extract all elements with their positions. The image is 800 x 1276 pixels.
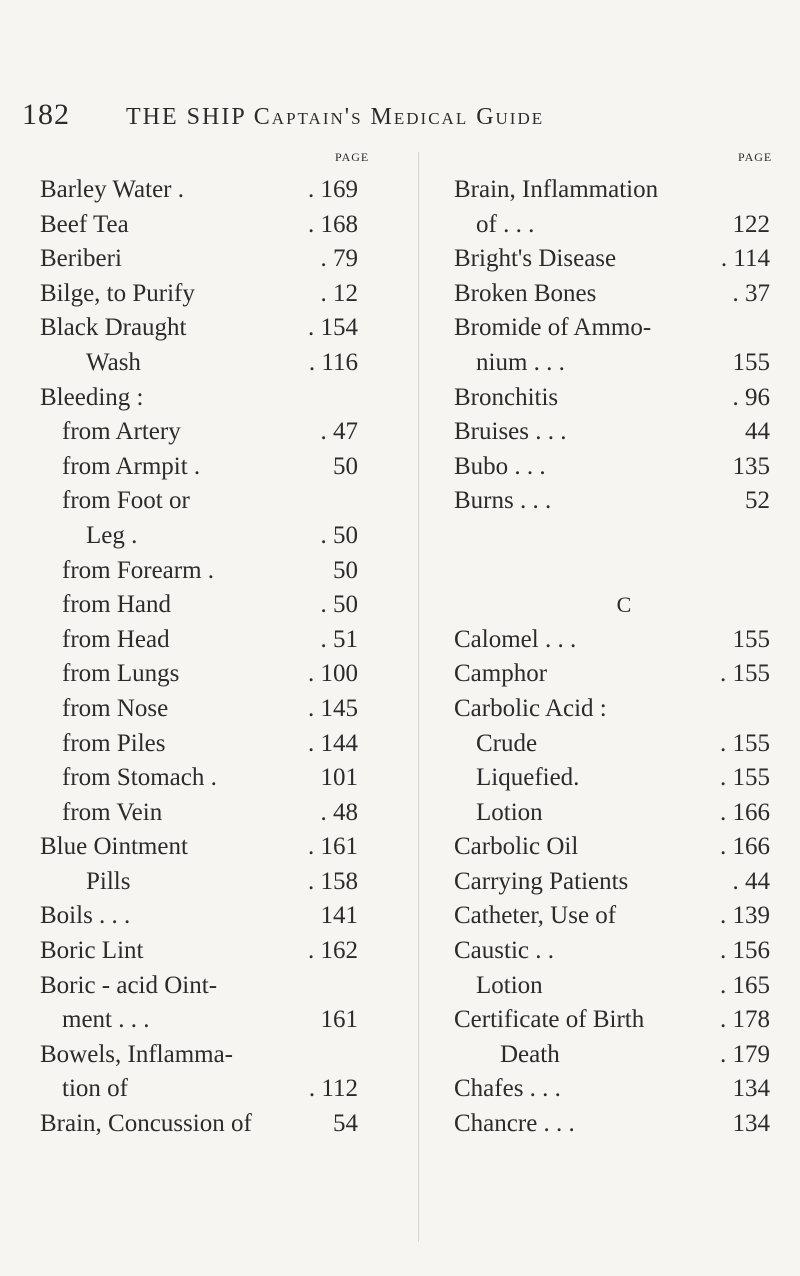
entry-label: from Stomach . bbox=[62, 764, 217, 792]
entry-label: Bronchitis bbox=[454, 383, 559, 411]
index-entry bbox=[40, 865, 410, 900]
entry-page-number: . 179 bbox=[720, 1040, 770, 1068]
entry-page-number: 161 bbox=[320, 1006, 358, 1034]
index-entry bbox=[40, 830, 410, 865]
entry-page-number: . 48 bbox=[320, 798, 358, 826]
entry-label: Black Draught bbox=[40, 314, 187, 342]
index-entry bbox=[454, 415, 794, 450]
index-entry bbox=[40, 934, 410, 969]
right-index-column bbox=[454, 173, 794, 1142]
left-index-column bbox=[40, 173, 410, 1142]
entry-label: Certificate of Birth bbox=[454, 1006, 645, 1034]
index-entry bbox=[454, 623, 794, 658]
entry-label: Blue Ointment bbox=[40, 833, 188, 861]
entry-label: Bright's Disease bbox=[454, 245, 617, 273]
entry-label: Lotion bbox=[476, 798, 543, 826]
entry-label: Catheter, Use of bbox=[454, 902, 617, 930]
index-entry bbox=[454, 657, 794, 692]
entry-label: from Armpit . bbox=[62, 452, 201, 480]
entry-page-number: . 169 bbox=[308, 176, 358, 203]
index-entry bbox=[454, 692, 794, 727]
index-entry bbox=[454, 899, 794, 934]
entry-label: Camphor bbox=[454, 660, 548, 688]
index-entry bbox=[40, 450, 410, 485]
index-entry bbox=[40, 1038, 410, 1073]
index-entry bbox=[40, 1003, 410, 1038]
entry-label: from Vein bbox=[62, 798, 163, 826]
entry-label: Carrying Patients bbox=[454, 867, 629, 895]
index-entry bbox=[454, 796, 794, 831]
column-divider bbox=[418, 152, 419, 1242]
blank-row bbox=[454, 519, 794, 554]
running-head-part2: Captain's Medical Guide bbox=[253, 104, 545, 130]
entry-label: Boric - acid Oint- bbox=[40, 971, 218, 999]
entry-label: Chafes . . . bbox=[454, 1075, 561, 1103]
entry-page-number: 101 bbox=[320, 764, 358, 792]
entry-label: Brain, Concussion of bbox=[40, 1110, 252, 1138]
entry-page-number: . 112 bbox=[308, 1075, 358, 1103]
index-entry bbox=[454, 934, 794, 969]
entry-page-number: 52 bbox=[745, 487, 770, 515]
entry-page-number: . 166 bbox=[720, 833, 770, 861]
index-entry bbox=[40, 727, 410, 762]
entry-page-number: . 161 bbox=[308, 833, 358, 861]
index-entry bbox=[40, 484, 410, 519]
entry-page-number: . 116 bbox=[308, 348, 358, 376]
entry-label: Leg . bbox=[86, 521, 138, 549]
index-entry bbox=[40, 761, 410, 796]
entry-page-number: . 79 bbox=[320, 245, 358, 273]
index-entry bbox=[454, 381, 794, 416]
entry-page-number: 134 bbox=[732, 1075, 770, 1103]
entry-page-number: 50 bbox=[333, 452, 358, 480]
entry-label: tion of bbox=[62, 1075, 128, 1103]
index-entry bbox=[40, 969, 410, 1004]
entry-page-number: 44 bbox=[745, 418, 770, 446]
entry-page-number: 155 bbox=[732, 348, 770, 376]
entry-page-number: . 162 bbox=[308, 937, 358, 965]
entry-label: Bilge, to Purify bbox=[40, 279, 195, 307]
index-entry bbox=[454, 761, 794, 796]
entry-page-number: . 51 bbox=[320, 625, 358, 653]
entry-label: nium . . . bbox=[476, 348, 565, 376]
left-column-page-heading: PAGE bbox=[335, 150, 370, 164]
entry-page-number: . 155 bbox=[720, 764, 770, 792]
section-letter-heading: C bbox=[616, 592, 632, 618]
entry-page-number: 54 bbox=[333, 1110, 358, 1138]
index-entry bbox=[40, 208, 410, 243]
entry-page-number: . 37 bbox=[732, 279, 770, 307]
index-entry bbox=[454, 208, 794, 243]
index-entry bbox=[40, 796, 410, 831]
entry-label: Beef Tea bbox=[40, 210, 129, 238]
index-entry bbox=[40, 623, 410, 658]
entry-label: Brain, Inflammation bbox=[454, 176, 659, 203]
index-entry bbox=[454, 865, 794, 900]
index-entry bbox=[40, 381, 410, 416]
entry-label: Burns . . . bbox=[454, 487, 552, 515]
entry-page-number: . 155 bbox=[720, 729, 770, 757]
index-entry bbox=[454, 1038, 794, 1073]
entry-page-number: . 158 bbox=[308, 867, 358, 895]
index-entry bbox=[454, 969, 794, 1004]
index-entry bbox=[40, 692, 410, 727]
index-entry bbox=[454, 830, 794, 865]
index-entry bbox=[40, 1107, 410, 1142]
entry-page-number: . 100 bbox=[308, 660, 358, 688]
entry-label: Barley Water . bbox=[40, 176, 184, 203]
entry-label: Bowels, Inflamma- bbox=[40, 1040, 234, 1068]
entry-label: Beriberi bbox=[40, 245, 122, 273]
entry-label: Wash bbox=[86, 348, 141, 376]
entry-page-number: . 50 bbox=[320, 591, 358, 619]
index-entry bbox=[454, 1072, 794, 1107]
entry-label: from Piles bbox=[62, 729, 166, 757]
index-entry bbox=[40, 554, 410, 589]
blank-row bbox=[454, 554, 794, 589]
index-entry bbox=[454, 450, 794, 485]
index-entry bbox=[40, 242, 410, 277]
entry-label: ment . . . bbox=[62, 1006, 150, 1034]
entry-page-number: . 139 bbox=[720, 902, 770, 930]
entry-label: Bromide of Ammo- bbox=[454, 314, 652, 342]
entry-label: of . . . bbox=[476, 210, 535, 238]
entry-page-number: 155 bbox=[732, 625, 770, 653]
index-entry bbox=[454, 484, 794, 519]
entry-page-number: . 155 bbox=[720, 660, 770, 688]
index-entry bbox=[40, 346, 410, 381]
entry-page-number: . 47 bbox=[320, 418, 358, 446]
entry-label: from Artery bbox=[62, 418, 181, 446]
entry-label: from Foot or bbox=[62, 487, 190, 515]
entry-label: from Hand bbox=[62, 591, 171, 619]
entry-label: Broken Bones bbox=[454, 279, 597, 307]
entry-label: Liquefied. bbox=[476, 764, 580, 792]
entry-page-number: 122 bbox=[732, 210, 770, 238]
index-entry bbox=[40, 173, 410, 208]
entry-label: Carbolic Oil bbox=[454, 833, 579, 861]
index-entry bbox=[40, 415, 410, 450]
entry-label: Boric Lint bbox=[40, 937, 144, 965]
entry-label: Death bbox=[500, 1040, 560, 1068]
entry-page-number: . 156 bbox=[720, 937, 770, 965]
entry-label: from Nose bbox=[62, 694, 169, 722]
index-entry bbox=[40, 588, 410, 623]
entry-page-number: . 145 bbox=[308, 694, 358, 722]
entry-page-number: 134 bbox=[732, 1110, 770, 1138]
index-entry bbox=[40, 311, 410, 346]
index-entry bbox=[40, 1072, 410, 1107]
entry-label: from Head bbox=[62, 625, 170, 653]
entry-page-number: 50 bbox=[333, 556, 358, 584]
entry-page-number: . 166 bbox=[720, 798, 770, 826]
entry-label: Bruises . . . bbox=[454, 418, 567, 446]
index-entry bbox=[454, 277, 794, 312]
right-column-page-heading: PAGE bbox=[738, 150, 773, 164]
entry-page-number: . 144 bbox=[308, 729, 358, 757]
index-entry bbox=[40, 899, 410, 934]
entry-label: Pills bbox=[86, 867, 131, 895]
entry-label: Bleeding : bbox=[40, 383, 144, 411]
entry-page-number: . 114 bbox=[720, 245, 770, 273]
entry-label: Calomel . . . bbox=[454, 625, 577, 653]
entry-label: Bubo . . . bbox=[454, 452, 546, 480]
index-entry bbox=[454, 346, 794, 381]
index-entry bbox=[40, 519, 410, 554]
entry-page-number: 135 bbox=[732, 452, 770, 480]
entry-page-number: . 12 bbox=[320, 279, 358, 307]
entry-page-number: . 168 bbox=[308, 210, 358, 238]
index-entry bbox=[454, 727, 794, 762]
entry-page-number: . 44 bbox=[732, 867, 770, 895]
index-entry bbox=[40, 657, 410, 692]
entry-label: from Forearm . bbox=[62, 556, 215, 584]
entry-label: Crude bbox=[476, 729, 538, 757]
entry-page-number: . 96 bbox=[732, 383, 770, 411]
entry-label: from Lungs bbox=[62, 660, 180, 688]
entry-page-number: 141 bbox=[320, 902, 358, 930]
entry-page-number: . 50 bbox=[320, 521, 358, 549]
index-entry bbox=[454, 1107, 794, 1142]
index-entry bbox=[454, 242, 794, 277]
page-number: 182 bbox=[22, 98, 70, 131]
index-entry bbox=[40, 277, 410, 312]
entry-page-number: . 154 bbox=[308, 314, 358, 342]
running-head-part1: THE SHIP bbox=[126, 104, 254, 130]
running-head bbox=[126, 104, 544, 131]
entry-label: Chancre . . . bbox=[454, 1110, 575, 1138]
entry-page-number: . 178 bbox=[720, 1006, 770, 1034]
entry-label: Caustic . . bbox=[454, 937, 554, 965]
index-entry bbox=[454, 173, 794, 208]
index-entry bbox=[454, 1003, 794, 1038]
entry-label: Lotion bbox=[476, 971, 543, 999]
entry-page-number: . 165 bbox=[720, 971, 770, 999]
entry-label: Boils . . . bbox=[40, 902, 131, 930]
entry-label: Carbolic Acid : bbox=[454, 694, 607, 722]
index-entry bbox=[454, 311, 794, 346]
